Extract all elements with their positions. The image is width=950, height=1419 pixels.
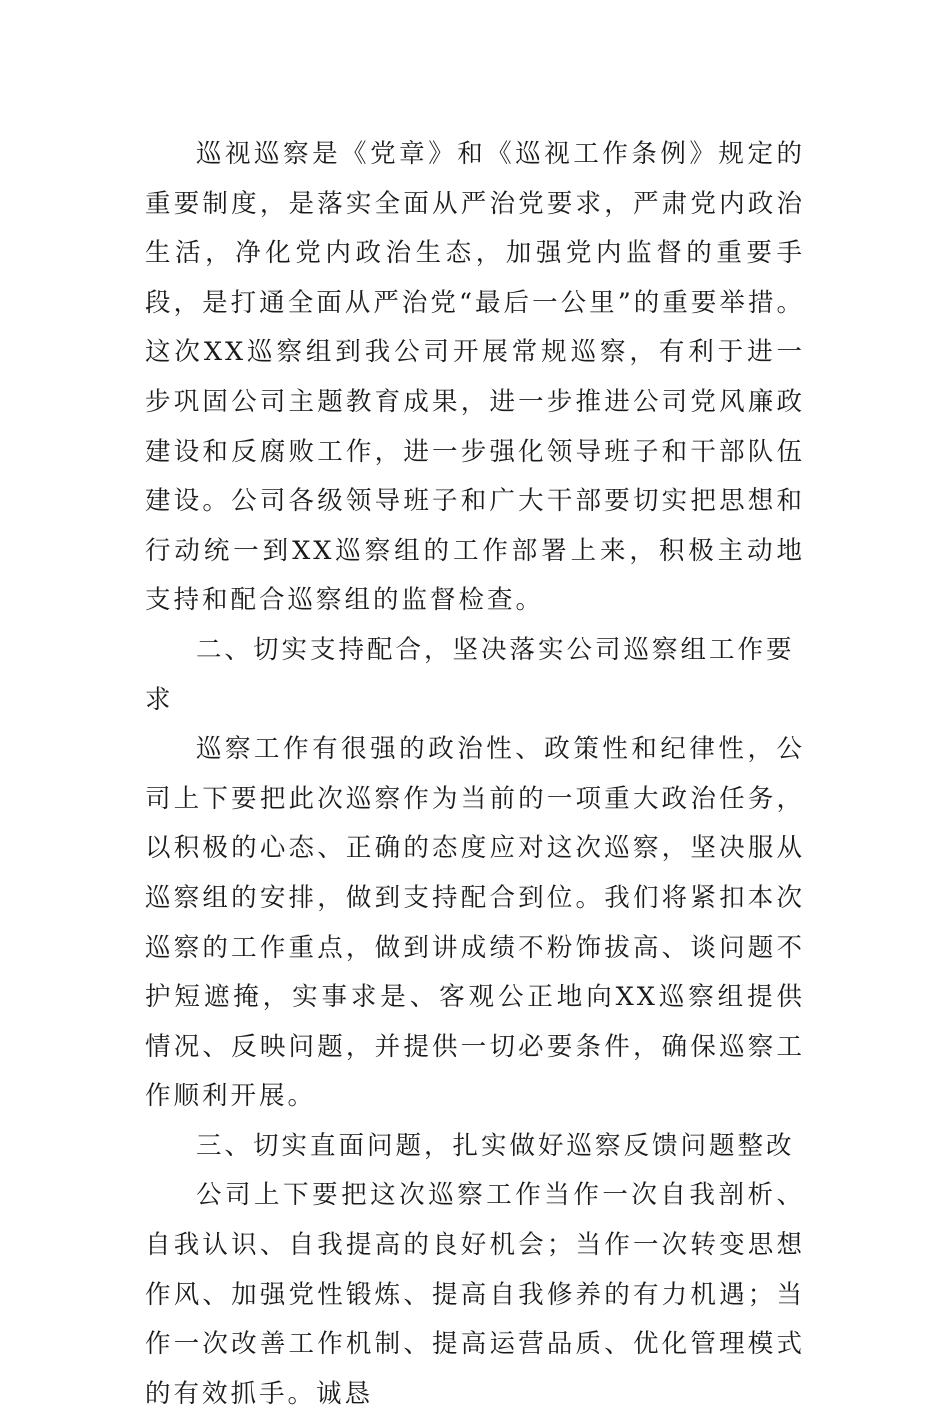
paragraph-intro: 巡视巡察是《党章》和《巡视工作条例》规定的重要制度，是落实全面从严治党要求，严肃党内政治生活，净化党内政治生态，加强党内监督的重要手段，是打通全面从严治党“最后一公里”的重要举措。这次XX巡察组到我公司开展常规巡察，有利于进一步巩固公司主题教育成果，进一步推进公司党风廉政建设和反腐败工作，进一步强化领导班子和干部队伍建设。公司各级领导班子和广大干部要切实把思想和行动统一到XX巡察组的工作部署上来，积极主动地支持和配合巡察组的监督检查。 (145, 139, 805, 616)
paragraph-section-2: 巡察工作有很强的政治性、政策性和纪律性，公司上下要把此次巡察作为当前的一项重大政治任务，以积极的心态、正确的态度应对这次巡察，坚决服从巡察组的安排，做到支持配合到位。我们将紧扣本次巡察的工作重点，做到讲成绩不粉饰拔高、谈问题不护短遮掩，实事求是、客观公正地向XX巡察组提供情况、反映问题，并提供一切必要条件，确保巡察工作顺利开展。 (145, 734, 805, 1112)
section-heading-3: 三、切实直面问题，扎实做好巡察反馈问题整改 (196, 1130, 795, 1161)
document-body (145, 130, 805, 1419)
section-heading-2: 二、切实支持配合，坚决落实公司巡察组工作要求 (145, 634, 795, 715)
paragraph-section-3: 公司上下要把这次巡察工作当作一次自我剖析、自我认识、自我提高的良好机会；当作一次转变思想作风、加强党性锻炼、提高自我修养的有力机遇；当作一次改善工作机制、提高运营品质、优化管理模式的有效抓手。诚恳 (145, 1180, 805, 1409)
